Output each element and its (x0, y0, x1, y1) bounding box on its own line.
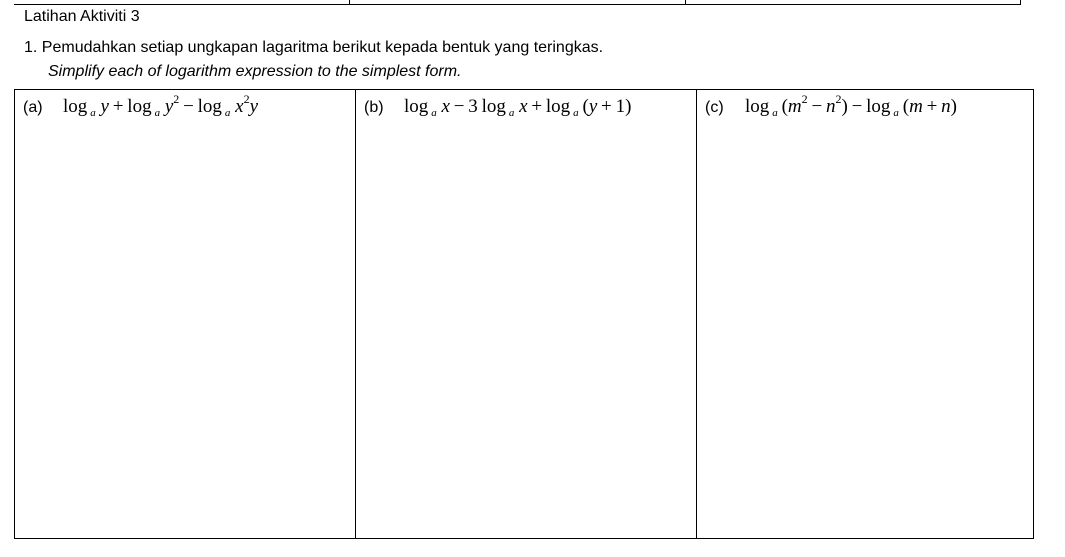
question-number: 1. (24, 39, 38, 56)
part-label-a: (a) (23, 99, 43, 116)
question-text-english: Simplify each of logarithm expression to the simplest form. (48, 63, 462, 80)
border-tick (349, 0, 350, 4)
expression-b: log $_a$ x − 3 log $_a$ x + log $_a$ (y + 1) (404, 96, 632, 119)
expression-c: log $_a$ $(m^2 - n^2) - \log _a$ (m + n) (745, 92, 957, 119)
part-label-c: (c) (705, 99, 724, 116)
border-tick (1020, 0, 1021, 4)
answer-grid (14, 89, 1034, 539)
answer-box-a[interactable] (15, 90, 355, 538)
border-tick (685, 0, 686, 4)
answer-box-b[interactable] (355, 90, 696, 538)
answer-box-c[interactable] (696, 90, 1033, 538)
question-text-malay: Pemudahkan setiap ungkapan lagaritma berikut kepada bentuk yang teringkas. (41, 39, 604, 56)
activity-title: Latihan Aktiviti 3 (24, 8, 140, 25)
question-line (24, 39, 603, 57)
part-label-b: (b) (364, 99, 384, 116)
top-table-border (14, 0, 1021, 5)
expression-a: log $_a$ y + log $_a$ $y^2 - \log _a$ $x^2y$ (63, 92, 258, 119)
